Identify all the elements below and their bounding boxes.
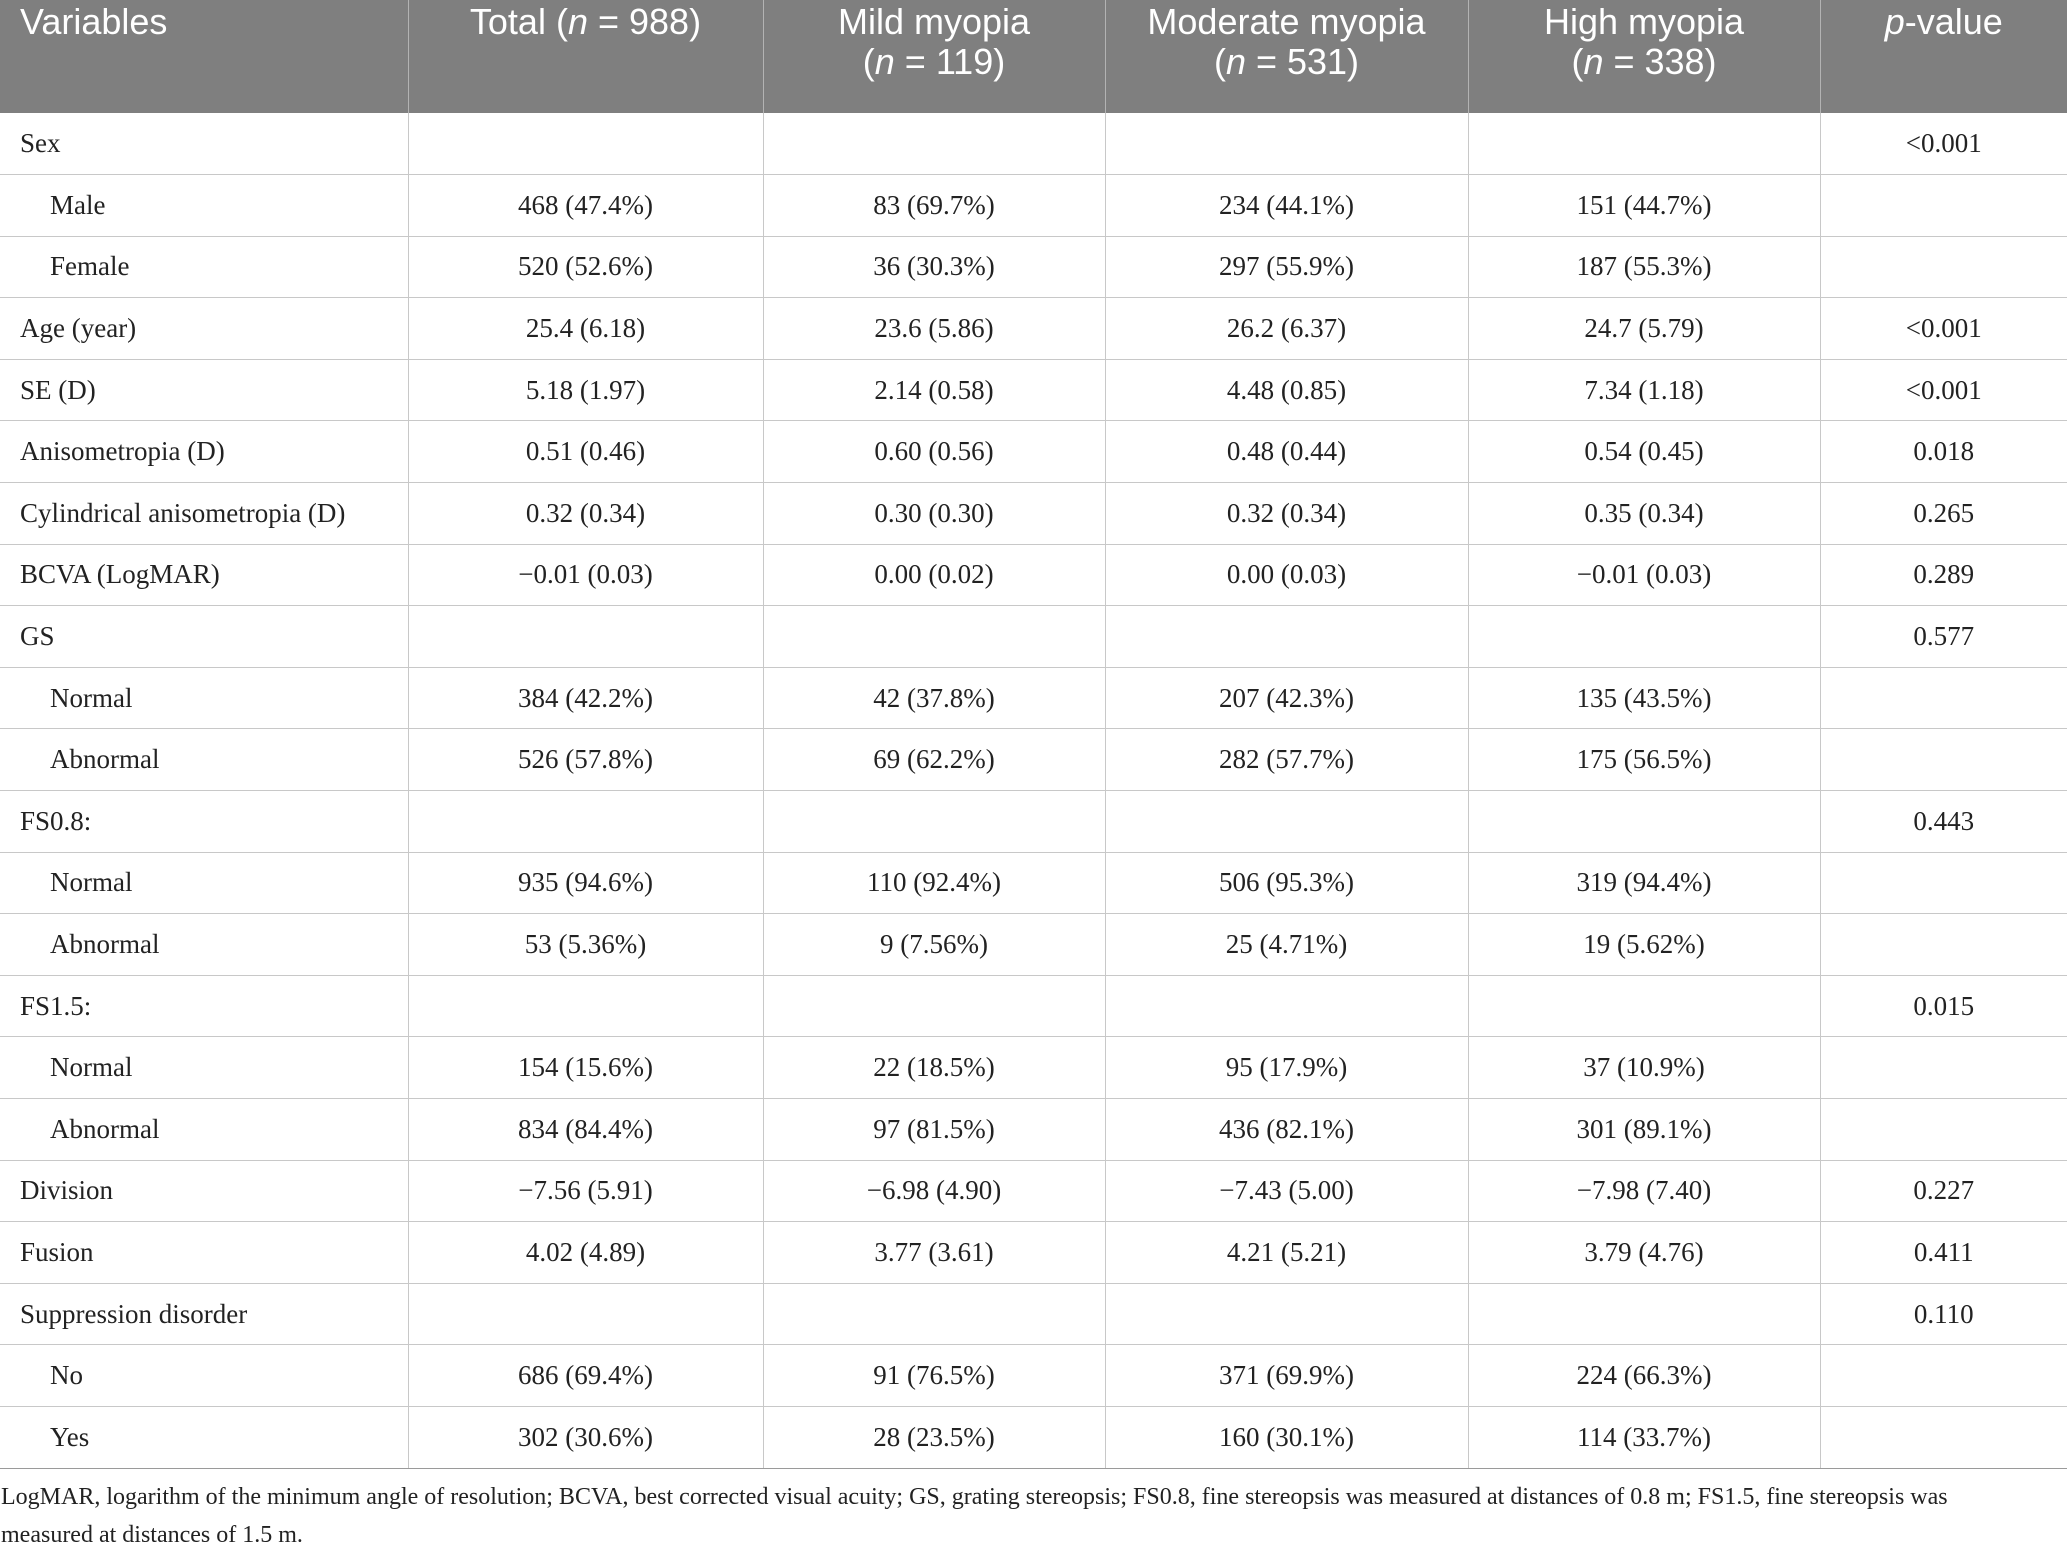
cell-total bbox=[408, 1283, 763, 1345]
cell-moderate bbox=[1105, 113, 1468, 175]
cell-p-value: <0.001 bbox=[1820, 113, 2067, 175]
table-row bbox=[0, 1222, 2067, 1284]
cell-mild: 23.6 (5.86) bbox=[763, 298, 1105, 360]
cell-moderate: 26.2 (6.37) bbox=[1105, 298, 1468, 360]
cell-high bbox=[1468, 1283, 1820, 1345]
cell-mild: 28 (23.5%) bbox=[763, 1406, 1105, 1468]
cell-moderate: 0.00 (0.03) bbox=[1105, 544, 1468, 606]
cell-p-value: 0.110 bbox=[1820, 1283, 2067, 1345]
cell-high: −0.01 (0.03) bbox=[1468, 544, 1820, 606]
cell-p-value bbox=[1820, 852, 2067, 914]
cell-high: 24.7 (5.79) bbox=[1468, 298, 1820, 360]
cell-total bbox=[408, 113, 763, 175]
header-row bbox=[0, 0, 2067, 113]
cell-mild: 22 (18.5%) bbox=[763, 1037, 1105, 1099]
cell-moderate: 371 (69.9%) bbox=[1105, 1345, 1468, 1407]
cell-total: 526 (57.8%) bbox=[408, 729, 763, 791]
cell-moderate: 4.21 (5.21) bbox=[1105, 1222, 1468, 1284]
cell-p-value bbox=[1820, 1037, 2067, 1099]
row-label: Abnormal bbox=[0, 1099, 408, 1161]
cell-moderate: 234 (44.1%) bbox=[1105, 175, 1468, 237]
table-row bbox=[0, 1160, 2067, 1222]
cell-high bbox=[1468, 606, 1820, 668]
cell-high: 7.34 (1.18) bbox=[1468, 359, 1820, 421]
cell-p-value bbox=[1820, 1099, 2067, 1161]
table-row bbox=[0, 1283, 2067, 1345]
cell-moderate: 297 (55.9%) bbox=[1105, 236, 1468, 298]
cell-p-value: 0.015 bbox=[1820, 975, 2067, 1037]
row-label: SE (D) bbox=[0, 359, 408, 421]
table-row bbox=[0, 175, 2067, 237]
row-label: Suppression disorder bbox=[0, 1283, 408, 1345]
row-label: FS1.5: bbox=[0, 975, 408, 1037]
cell-high bbox=[1468, 975, 1820, 1037]
cell-high: 187 (55.3%) bbox=[1468, 236, 1820, 298]
table-row bbox=[0, 113, 2067, 175]
cell-moderate bbox=[1105, 1283, 1468, 1345]
row-label: Male bbox=[0, 175, 408, 237]
cell-p-value bbox=[1820, 667, 2067, 729]
table-row bbox=[0, 606, 2067, 668]
cell-total bbox=[408, 975, 763, 1037]
cell-total: 53 (5.36%) bbox=[408, 914, 763, 976]
cell-p-value: <0.001 bbox=[1820, 298, 2067, 360]
table-row bbox=[0, 544, 2067, 606]
cell-total: 686 (69.4%) bbox=[408, 1345, 763, 1407]
row-label: Age (year) bbox=[0, 298, 408, 360]
cell-total: 5.18 (1.97) bbox=[408, 359, 763, 421]
cell-p-value bbox=[1820, 175, 2067, 237]
table-footnote: LogMAR, logarithm of the minimum angle of resolution; BCVA, best corrected visual acuity; GS, grating stereopsis; FS0.8, fine stereopsis was measured at distances of 0.8 m; FS1.5, fine stereopsis was measured at distances of 1.5 m. bbox=[1, 1484, 1948, 1548]
row-label: Abnormal bbox=[0, 729, 408, 791]
table-row bbox=[0, 667, 2067, 729]
cell-total: −7.56 (5.91) bbox=[408, 1160, 763, 1222]
cell-high: 0.54 (0.45) bbox=[1468, 421, 1820, 483]
row-label: Anisometropia (D) bbox=[0, 421, 408, 483]
cell-moderate: 160 (30.1%) bbox=[1105, 1406, 1468, 1468]
cell-mild: 42 (37.8%) bbox=[763, 667, 1105, 729]
cell-high: 135 (43.5%) bbox=[1468, 667, 1820, 729]
cell-high: 224 (66.3%) bbox=[1468, 1345, 1820, 1407]
cell-high: 3.79 (4.76) bbox=[1468, 1222, 1820, 1284]
cell-high: 114 (33.7%) bbox=[1468, 1406, 1820, 1468]
table-row bbox=[0, 914, 2067, 976]
table-row bbox=[0, 421, 2067, 483]
row-label: Normal bbox=[0, 1037, 408, 1099]
cell-moderate: 95 (17.9%) bbox=[1105, 1037, 1468, 1099]
cell-mild: 91 (76.5%) bbox=[763, 1345, 1105, 1407]
cell-p-value: 0.411 bbox=[1820, 1222, 2067, 1284]
cell-total bbox=[408, 791, 763, 853]
cell-p-value: 0.443 bbox=[1820, 791, 2067, 853]
cell-mild: 2.14 (0.58) bbox=[763, 359, 1105, 421]
row-label: Division bbox=[0, 1160, 408, 1222]
cell-moderate: 0.48 (0.44) bbox=[1105, 421, 1468, 483]
cell-total: 384 (42.2%) bbox=[408, 667, 763, 729]
row-label: FS0.8: bbox=[0, 791, 408, 853]
table-row bbox=[0, 359, 2067, 421]
header-total: Total (n = 988) bbox=[408, 0, 763, 113]
cell-p-value: 0.577 bbox=[1820, 606, 2067, 668]
table-row bbox=[0, 1345, 2067, 1407]
table-body bbox=[0, 113, 2067, 1468]
cell-mild bbox=[763, 791, 1105, 853]
header-p-value: p-value bbox=[1820, 0, 2067, 113]
cell-total: 520 (52.6%) bbox=[408, 236, 763, 298]
cell-high: 319 (94.4%) bbox=[1468, 852, 1820, 914]
table-row bbox=[0, 729, 2067, 791]
cell-mild: 36 (30.3%) bbox=[763, 236, 1105, 298]
cell-mild bbox=[763, 1283, 1105, 1345]
table-row bbox=[0, 1037, 2067, 1099]
cell-total bbox=[408, 606, 763, 668]
cell-p-value: 0.265 bbox=[1820, 483, 2067, 545]
table-row bbox=[0, 1099, 2067, 1161]
cell-p-value: 0.018 bbox=[1820, 421, 2067, 483]
cell-moderate: 25 (4.71%) bbox=[1105, 914, 1468, 976]
cell-p-value bbox=[1820, 1345, 2067, 1407]
cell-total: 0.32 (0.34) bbox=[408, 483, 763, 545]
row-label: Normal bbox=[0, 667, 408, 729]
cell-high: 37 (10.9%) bbox=[1468, 1037, 1820, 1099]
table-header bbox=[0, 0, 2067, 113]
cell-total: 4.02 (4.89) bbox=[408, 1222, 763, 1284]
table-row bbox=[0, 298, 2067, 360]
cell-total: 935 (94.6%) bbox=[408, 852, 763, 914]
cell-p-value bbox=[1820, 1406, 2067, 1468]
cell-high: 175 (56.5%) bbox=[1468, 729, 1820, 791]
row-label: Cylindrical anisometropia (D) bbox=[0, 483, 408, 545]
cell-high: 301 (89.1%) bbox=[1468, 1099, 1820, 1161]
cell-moderate: 282 (57.7%) bbox=[1105, 729, 1468, 791]
table-row bbox=[0, 483, 2067, 545]
table-row bbox=[0, 852, 2067, 914]
row-label: Abnormal bbox=[0, 914, 408, 976]
cell-mild: 110 (92.4%) bbox=[763, 852, 1105, 914]
cell-total: −0.01 (0.03) bbox=[408, 544, 763, 606]
cell-high: −7.98 (7.40) bbox=[1468, 1160, 1820, 1222]
cell-mild: −6.98 (4.90) bbox=[763, 1160, 1105, 1222]
cell-p-value: 0.227 bbox=[1820, 1160, 2067, 1222]
table-row bbox=[0, 975, 2067, 1037]
cell-total: 154 (15.6%) bbox=[408, 1037, 763, 1099]
cell-moderate bbox=[1105, 606, 1468, 668]
cell-mild: 83 (69.7%) bbox=[763, 175, 1105, 237]
cell-total: 834 (84.4%) bbox=[408, 1099, 763, 1161]
header-mild-myopia: Mild myopia (n = 119) bbox=[763, 0, 1105, 113]
row-label: Yes bbox=[0, 1406, 408, 1468]
cell-moderate: 4.48 (0.85) bbox=[1105, 359, 1468, 421]
cell-total: 0.51 (0.46) bbox=[408, 421, 763, 483]
cell-moderate: 0.32 (0.34) bbox=[1105, 483, 1468, 545]
cell-mild bbox=[763, 606, 1105, 668]
row-label: Fusion bbox=[0, 1222, 408, 1284]
cell-high: 151 (44.7%) bbox=[1468, 175, 1820, 237]
cell-mild: 0.00 (0.02) bbox=[763, 544, 1105, 606]
cell-moderate bbox=[1105, 791, 1468, 853]
row-label: BCVA (LogMAR) bbox=[0, 544, 408, 606]
cell-mild: 3.77 (3.61) bbox=[763, 1222, 1105, 1284]
row-label: Female bbox=[0, 236, 408, 298]
cell-high bbox=[1468, 791, 1820, 853]
cell-moderate: 207 (42.3%) bbox=[1105, 667, 1468, 729]
header-moderate-myopia: Moderate myopia (n = 531) bbox=[1105, 0, 1468, 113]
cell-total: 468 (47.4%) bbox=[408, 175, 763, 237]
header-high-myopia: High myopia (n = 338) bbox=[1468, 0, 1820, 113]
cell-p-value bbox=[1820, 236, 2067, 298]
cell-mild: 0.60 (0.56) bbox=[763, 421, 1105, 483]
cell-high: 0.35 (0.34) bbox=[1468, 483, 1820, 545]
cell-p-value bbox=[1820, 914, 2067, 976]
cell-moderate bbox=[1105, 975, 1468, 1037]
cell-mild: 9 (7.56%) bbox=[763, 914, 1105, 976]
cell-mild: 69 (62.2%) bbox=[763, 729, 1105, 791]
table-row bbox=[0, 791, 2067, 853]
row-label: GS bbox=[0, 606, 408, 668]
cell-mild bbox=[763, 975, 1105, 1037]
cell-p-value bbox=[1820, 729, 2067, 791]
cell-moderate: −7.43 (5.00) bbox=[1105, 1160, 1468, 1222]
cell-high bbox=[1468, 113, 1820, 175]
header-variables: Variables bbox=[0, 0, 408, 113]
table-row bbox=[0, 1406, 2067, 1468]
cell-p-value: <0.001 bbox=[1820, 359, 2067, 421]
cell-moderate: 436 (82.1%) bbox=[1105, 1099, 1468, 1161]
cell-moderate: 506 (95.3%) bbox=[1105, 852, 1468, 914]
row-label: No bbox=[0, 1345, 408, 1407]
cell-total: 25.4 (6.18) bbox=[408, 298, 763, 360]
cell-total: 302 (30.6%) bbox=[408, 1406, 763, 1468]
row-label: Sex bbox=[0, 113, 408, 175]
cell-mild: 0.30 (0.30) bbox=[763, 483, 1105, 545]
cell-p-value: 0.289 bbox=[1820, 544, 2067, 606]
cell-high: 19 (5.62%) bbox=[1468, 914, 1820, 976]
cell-mild bbox=[763, 113, 1105, 175]
table-row bbox=[0, 236, 2067, 298]
cell-mild: 97 (81.5%) bbox=[763, 1099, 1105, 1161]
row-label: Normal bbox=[0, 852, 408, 914]
